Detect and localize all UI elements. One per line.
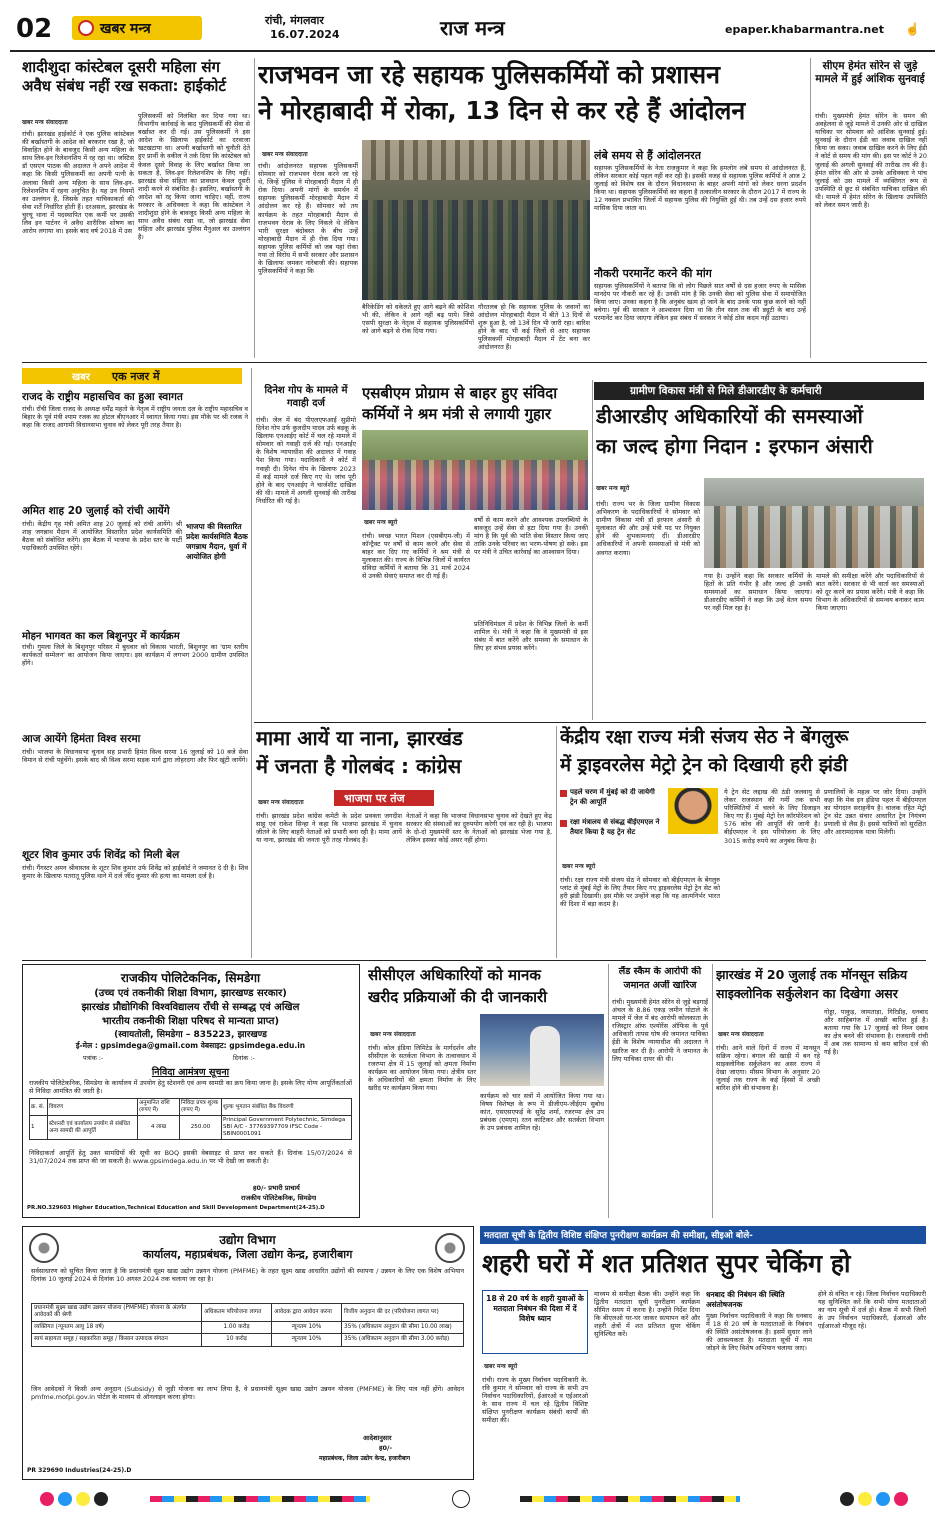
ccl-headline-line2: खरीद प्रक्रियाओं की दी जानकारी: [368, 988, 548, 1006]
glance-item1-title: राजद के राष्ट्रीय महासचिव का हुआ स्वागत: [22, 391, 183, 403]
lead-headline-line1: राजभवन जा रहे सहायक पुलिसकर्मियों को प्रशासन: [258, 60, 720, 89]
glance-label: एक नजर में: [112, 370, 160, 383]
congress-headline-line2: में जनता है गोलबंद : कांग्रेस: [256, 754, 462, 778]
poly-th-fee: निविदा प्रपत्र शुल्क (रुपए में): [180, 1099, 222, 1116]
metro-byline: खबर मन्त्र ब्यूरो: [562, 863, 596, 870]
congress-headline-line1: मामा आयें या नाना, झारखंड: [256, 726, 463, 750]
congress-tag-text: भाजपा पर तंज: [344, 792, 405, 805]
glance-item2-sidenote: भाजपा की विस्तारित प्रदेश कार्यसमिति बैठक जगन्नाथ मैदान, धुर्वा में आयोजित होगी: [186, 522, 248, 561]
glance-item4-text: रांची। भाजपा के विधानसभा चुनाव सह प्रभारी हिमंत विश्व सरमा 16 जुलाई को 10 बजे सेवा विमान से रांची पहुंचेंगे। इसके बाद श्री विश्व सरमा सड़क मार्ग द्वारा लोहरदगा और फिर खूंटी जायेंगे।: [22, 748, 248, 765]
lead-sub1-text: सहायक पुलिसकर्मियों के नेता राजकुमार ने कहा कि हमलोग लंबे समय से आंदोलनरत हैं, लेकिन सरकार कोई पहल नहीं कर रही है। इसकी वजह से सहायक पुलिस कर्मियों ने आज 2 जुलाई को विशेष सत्र के दौरान विधानसभा के बाहर अपनी मांगों को लेकर धरना प्रदर्शन किया था। सहायक पुलिसकर्मियों का कहना है तत्कालीन सरकार के दौरान 2017 में राज्य के 12 नक्सल प्रभावित जिलों में सहायक पुलिस की नियुक्ति हुई थी। तब उन्हें दस हजार रुपये मासिक दिया जाता था।: [594, 164, 806, 213]
brand-tab: [72, 16, 202, 40]
monsoon-headline-line2: साइक्लोनिक सर्कुलेशन का दिखेगा असर: [716, 986, 898, 1001]
bullet-square-icon: [560, 820, 567, 827]
soren-text: रांची। मुख्यमंत्री हेमंत सोरेन के समन की अवहेलना से जुड़े मामले में उनकी ओर से दाखिल याचिका पर सोमवार को आंशिक सुनवाई हुई। सुनवाई के दौरान ईडी का जवाब दाखिल नहीं किया जा सका। जवाब दाखिल करने के लिए ईडी ने कोर्ट से समय की मांग की। इस पर कोर्ट ने 20 जुलाई की अगली सुनवाई की तारीख तय की है। हेमंत सोरेन की ओर से उनके अधिवक्ता ने पांच जुलाई को उस मामले में व्यक्तिगत रूप से उपस्थिति से छूट से संबंधित याचिका दाखिल की थी। मामले में हेमंत सोरेन के खिलाफ उपस्थिति को लेकर समन जारी है।: [815, 112, 927, 210]
ccl-col2: कार्यक्रम को चार सत्रों में आयोजित किया गया था। विषय विशेषज्ञ के रूप में डीजीएम-जीईएम सुबोध कांत, एसएसएफई के सुरेंद्र शर्मा, रजरप्पा क्षेत्र उप प्रबंधक (एमएम) रतन कांटिकर और सतर्कता विभाग के उप प्रबंधक शामिल रहे।: [480, 1092, 604, 1133]
poly-dinank: दिनांक :-: [233, 1054, 255, 1062]
land-text: रांची। मुख्यमंत्री हेमंत सोरेन से जुड़े बड़गाईं अंचल के 8.86 एकड़ जमीन घोटाले के मामले में जेल में बंद आरोपी कोलकाता के रजिस्ट्रार ऑफ एश्योरेंस ऑफिस के पूर्व अधिकारी तापस घोष की जमानत याचिका ईडी के विशेष न्यायाधीश की अदालत ने खारिज कर दी है। आरोपी ने जमानत के लिए याचिका दायर की थी।: [612, 998, 708, 1063]
poly-sign2: राजकीय पोलिटेकनिक, सिमडेगा: [241, 1194, 317, 1202]
rdd-col3: मामले की समीक्षा करेंगे और पदाधिकारियों से बात करेंगे। सरकार से भी वार्ता कर समस्याओं को दूर करने का प्रयास करेंगे। मंत्री ने कहा कि विभाग के अधिकारियों से समन्वय बनाकर काम किया जाएगा।: [816, 572, 924, 613]
voter-col4: होने से वंचित न रहे। जिला निर्वाचन पदाधिकारी यह सुनिश्चित करें कि सभी योग्य मतदाताओं का नाम सूची में दर्ज हो। बैठक में सभी जिलों के उप निर्वाचन पदाधिकारी, ईआरओ और एईआरओ मौजूद रहे।: [818, 1290, 926, 1331]
rdd-col1: रांची। राज्य भर के जिला ग्रामीण विकास अभिकरण के पदाधिकारियों ने सोमवार को ग्रामीण विकास मंत्री डॉ इरफान अंसारी से मुलाकात की और उन्हें मंत्री पद पर नियुक्त होने की शुभकामनाएं दीं। डीआरडीए अधिकारियों ने अपनी समस्याओं से मंत्री को अवगत कराया।: [596, 500, 700, 557]
rdd-headline-line1: डीआरडीए अधिकारियों की समस्याओं: [596, 404, 863, 428]
industry-th-rate: वित्तीय अनुदान की दर (परियोजना लागत पर): [342, 1304, 464, 1322]
poly-patrank: पत्रांक :-: [83, 1054, 104, 1062]
industry-sign2: ह0/-: [379, 1444, 393, 1452]
voter-byline: खबर मन्त्र ब्यूरो: [484, 1363, 518, 1370]
register-mark-icon: [452, 1490, 470, 1508]
lead-col1: रांची। आंदोलनरत सहायक पुलिसकर्मी सोमवार को राजभवन घेराव करने जा रहे थे, जिन्हें पुलिस ने मोरहाबादी मैदान में ही रोक दिया। अपनी मांगों के समर्थन में सहायक पुलिसकर्मी मोरहाबादी मैदान में आंदोलन कर रहे हैं। सोमवार को तय कार्यक्रम के तहत मोरहाबादी मैदान से राजभवन घेराव के लिए निकले थे लेकिन भारी सुरक्षा बंदोबस्त के बीच उन्हें मोरहाबादी मैदान में ही रोक दिया गया। सहायक पुलिस कर्मियों को जब यहां रोका गया तो विरोध में सभी सरकार और प्रशासन के खिलाफ जमकर नारेबाजी की। सहायक पुलिसकर्मियों ने कहा कि: [258, 162, 358, 276]
industry-note: जिन आवेदकों ने किसी अन्य अनुदान (Subsidy) से जुड़ी योजना का लाभ लिया है, वे प्रधानमंत्री सूक्ष्म खाद्य उद्योग उन्नयन योजना (PMFME) के लिए पात्र नहीं होंगे। आवेदन pmfme.mofpi.gov.in पोर्टल के माध्यम से ऑनलाइन करना होगा।: [31, 1385, 464, 1402]
glance-item4-title: आज आयेंगे हिमंता विश्व सरमा: [22, 733, 141, 745]
rdd-banner-text: ग्रामीण विकास मंत्री से मिले डीआरडीए के कर्मचारी: [630, 385, 822, 397]
dinesh-text: रांची। जेल में बंद पीएलएफआई सुप्रीमो दिनेश गोप उर्फ कुलदीप यादव उर्फ बड़कू के खिलाफ एनआईए कोर्ट में चल रहे मामले में सोमवार को गवाही दर्ज की गई। एनआईए के विशेष न्यायाधीश की अदालत में गवाह पेश किया गया। पदाधिकारी ने कोर्ट में गवाही दी। दिनेश गोप के खिलाफ 2023 में कई मामले दर्ज किए गए थे। जांच पूरी होने के बाद एनआईए ने चार्जशीट दाखिल की थी। मामले में अगली सुनवाई की तारीख निर्धारित की गई है।: [256, 416, 356, 505]
industry-th-category: प्रधानमंत्री सूक्ष्म खाद्य उद्योग उन्नयन योजना (PMFME) योजना के अंतर्गत आवेदकों की श्रेणी: [32, 1304, 202, 1322]
ccl-col1: रांची। कोल इंडिया लिमिटेड के मार्गदर्शन और सीसीएल के सतर्कता विभाग के तत्वावधान में रजरप्पा क्षेत्र में 15 जुलाई को क्षमता निर्माण कार्यक्रम का आयोजन किया गया। क्षेत्रीय स्तर के अधिकारियों की क्षमता निर्माण के लिए खरीद पर कार्यक्रम किया गया।: [368, 1044, 476, 1093]
rdd-banner: [594, 382, 924, 400]
lead-headline-line2: ने मोरहाबादी में रोका, 13 दिन से कर रहे हैं आंदोलन: [258, 96, 746, 125]
color-registration-strip: [0, 1490, 945, 1510]
lead-sub2-title: नौकरी परमानेंट करने की मांग: [594, 267, 712, 280]
poly-td-amount: 4 लाख: [138, 1116, 180, 1140]
lead-sub1-title: लंबे समय से हैं आंदोलनरत: [594, 149, 701, 162]
metro-col2: ये ट्रेन सेट लद्दाख की ठंडी जलवायु से लेकर राजस्थान की गर्मी तक सभी परिस्थितियों में चलने के लिए डिजाइन किए गए हैं। मुंबई मेट्रो रेल कॉरपोरेशन को 576 कोच की आपूर्ति की जानी है। बीईएमएल ने इस परियोजना के लिए 3015 करोड़ रुपये का अनुबंध किया है।: [724, 788, 820, 845]
voter-pullquote-text: 18 से 20 वर्ष के शहरी युवाओं के मतदाता निबंधन की दिशा में दें विशेष ध्यान: [486, 1294, 584, 1323]
brand-logo-icon: [78, 20, 94, 36]
city-day: रांची, मंगलवार: [265, 14, 324, 27]
section-name: राज मन्त्र: [440, 16, 505, 40]
glance-banner: [22, 368, 242, 384]
industry-pr: PR 329690 Industries(24-25).D: [27, 1467, 132, 1474]
industry-table: [31, 1303, 464, 1347]
issue-date: 16.07.2024: [270, 28, 340, 41]
industry-r1-share: न्यूनतम 10%: [272, 1321, 342, 1333]
glance-item5-text: रांची। गैंगस्टर अमन श्रीवास्तव के शूटर शिव कुमार उर्फ शिवेंद्र को हाईकोर्ट ने जमानत दे दी है। शिव कुमार के खिलाफ पतरातू पुलिस थाने में दर्ज जींद कुमार की हत्या का मामला दर्ज है।: [22, 864, 248, 881]
metro-portrait: [668, 788, 718, 834]
lead-caption2: गौरतलब हो कि सहायक पुलिस के जवानों का आंदोलन मोरहाबादी मैदान में बीते 13 दिनों से शुरू हुआ है, जो 13वें दिन भी जारी रहा। बारिश होने के बाद भी कई जिलों से आए सहायक पुलिसकर्मी मोरहाबादी मैदान में टेंट बना कर आंदोलनरत हैं।: [478, 303, 590, 352]
ccl-headline-line1: सीसीएल अधिकारियों को मानक: [368, 966, 541, 984]
lead-sub2-text: सहायक पुलिसकर्मियों ने बताया कि वो लोग पिछले सात वर्षों से दस हजार रुपए के मासिक मानदेय पर नौकरी कर रहे हैं। उनकी मांग है कि उनकी सेवा को पुलिस सेवा में समायोजित किया जाए। उनका कहना है कि अनुबंध खत्म हो जाने के बाद उनके पास कुछ करने को नहीं बचेगा। पूर्व की सरकार ने आश्वासन दिया था कि तीन साल तक की ड्यूटी के बाद उन्हें परमानेंट कर दिया जाएगा लेकिन इस संबंध में सरकार ने कोई ठोस कदम नहीं उठाया।: [594, 282, 806, 323]
poly-td-sn: 1: [30, 1116, 48, 1140]
poly-title4: भारतीय तकनीकी शिक्षा परिषद से मान्यता प्राप्त): [101, 1016, 280, 1027]
glance-item2-title: अमित शाह 20 जुलाई को रांची आयेंगे: [22, 505, 170, 517]
sbim-col3: प्रतिनिधिमंडल में प्रदेश के विभिन्न जिलों के कर्मी शामिल थे। मंत्री ने कहा कि वे मुख्यमंत्री से इस संबंध में बात करेंगे और समस्या के समाधान के लिए हर संभव प्रयास करेंगे।: [474, 620, 588, 653]
voter-banner: [480, 1226, 926, 1244]
lead-photo: [362, 140, 590, 300]
industry-r1-cost: 1.00 करोड़: [202, 1321, 272, 1333]
monsoon-headline-line1: झारखंड में 20 जुलाई तक मॉनसून सक्रिय: [716, 967, 908, 982]
story1-headline: शादीशुदा कांस्टेबल दूसरी महिला संग अवैध संबंध नहीं रख सकता: हाईकोर्ट: [22, 58, 226, 95]
polytechnic-ad: [22, 964, 360, 1218]
glance-item1-text: रांची। राँची जिला राजद के अध्यक्ष धर्मेंद्र महतो के नेतृत्व में राष्ट्रीय जनता दल के राष्ट्रीय महासचिव व बिहार के पूर्व मंत्री श्याम रजक का होटल बीएनआर में स्वागत किया गया। इस मौके पर श्री रजक ने कहा कि राजद आगामी विधानसभा चुनाव को लेकर पूरी तरह तैयार है।: [22, 405, 248, 430]
poly-td-desc: स्टेशनरी एवं कार्यालय उपयोग से संबंधित अन्य सामग्री की आपूर्ति: [48, 1116, 138, 1140]
poly-th-bank: शुल्क भुगतान संबंधित बैंक विवरणी: [222, 1099, 352, 1116]
industry-r2-cost: 10 करोड़: [202, 1334, 272, 1346]
poly-th-desc: विवरण: [48, 1099, 138, 1116]
dinesh-headline: दिनेश गोप के मामले में गवाही दर्ज: [264, 385, 348, 409]
industry-sign1: आदेशानुसार: [363, 1434, 392, 1442]
story1-byline: खबर मन्त्र संवाददाता: [22, 119, 68, 126]
poly-title2: (उच्च एवं तकनीकी शिक्षा विभाग, झारखण्ड सरकार): [94, 988, 287, 999]
monsoon-col1: रांची। आने वाले दिनों में राज्य में मानसून सक्रिय रहेगा। बंगाल की खाड़ी में बन रहे साइक्लोनिक सर्कुलेशन का असर राज्य में देखा जाएगा। मौसम विभाग के अनुसार 20 जुलाई तक राज्य के कई हिस्सों में अच्छी बारिश होने की संभावना है।: [716, 1044, 820, 1093]
industry-ad: [22, 1226, 474, 1480]
land-headline-line1: लैंड स्कैम के आरोपी की: [618, 966, 702, 977]
voter-pullquote: [482, 1290, 588, 1354]
rdd-photo: [704, 478, 924, 568]
poly-th-sn: क्र. सं.: [30, 1099, 48, 1116]
metro-bullet1: पहले चरण में मुंबई को दी जायेगी ट्रेन की आपूर्ति: [570, 788, 655, 806]
poly-pr: PR.NO.329603 Higher Education,Technical Education and Skill Development Department(24-25).D: [27, 1205, 325, 1211]
poly-email: ई-मेल : gpsimdega@gmail.com वेबसाइट: gpsimdega.edu.in: [75, 1041, 306, 1050]
industry-r1-category: व्यक्तिगत (न्यूनतम आयु 18 वर्ष): [32, 1321, 202, 1333]
monsoon-byline: खबर मन्त्र संवाददाता: [718, 1031, 764, 1038]
congress-tag: [334, 790, 434, 806]
glance-item2-text: रांची। केंद्रीय गृह मंत्री अमित शाह 20 जुलाई को रांची आयेंगे। श्री शाह जगन्नाथ मैदान में आयोजित विस्तारित प्रदेश कार्यसमिति की बैठक को संबोधित करेंगे। इस बैठक में भाजपा के प्रदेश स्तर के पार्टी पदाधिकारी उपस्थित रहेंगे।: [22, 520, 182, 553]
epaper-url[interactable]: epaper.khabarmantra.net: [725, 23, 884, 36]
industry-title2: कार्यालय, महाप्रबंधक, जिला उद्योग केन्द्र, हजारीबाग: [142, 1248, 353, 1261]
brand-name: खबर मन्त्र: [100, 21, 151, 37]
industry-th-cost: अधिकतम परियोजना लागत: [202, 1304, 272, 1322]
poly-td-bank: Principal Government Polytechnic, Simdega SBI A/C - 37769397709 IFSC Code - SBIN0001091: [222, 1116, 352, 1140]
poly-th-amount: अनुमानित राशि (रुपए में): [138, 1099, 180, 1116]
sbim-byline: खबर मन्त्र ब्यूरो: [364, 519, 398, 526]
metro-headline-line2: में ड्राइवरलेस मेट्रो ट्रेन को दिखायी हरी झंडी: [560, 755, 848, 776]
metro-col3: प्रणालियों के महत्व पर जोर दिया। उन्होंने कहा कि मेक इन इंडिया पहल में बीईएमएल का योगदान सराहनीय है। चालक रहित मेट्रो ट्रेन सेट उन्नत संचार आधारित ट्रेन नियंत्रण प्रणाली से लैस हैं। इससे यात्रियों को सुरक्षित और आरामदायक यात्रा मिलेगी।: [824, 788, 926, 837]
industry-r1-rate: 35% (अधिकतम अनुदान की सीमा 10.00 लाख): [342, 1321, 464, 1333]
land-headline-line2: जमानत अर्जी खारिज: [623, 980, 697, 991]
rdd-headline-line2: का जल्द होगा निदान : इरफान अंसारी: [596, 434, 873, 458]
bullet-square-icon: [560, 790, 567, 797]
congress-col1: रांची। झारखंड प्रदेश कांग्रेस कमेटी के प्रदेश प्रवक्ता जगदीश साहू एवं राकेश सिन्हा ने कहा कि भाजपा झारखंड में चुनाव जीतने के लिए बाहरी नेताओं को प्रभारी बना रही है। मामा आयें या नाना, झारखंड की जनता पूरी तरह गोलबंद है।: [256, 812, 402, 845]
voter-col3-title: धनबाद की निबंधन की स्थिति असंतोषजनक: [706, 1290, 785, 1309]
metro-bullet2: रक्षा मंत्रालय से संबद्ध बीईएमएल ने तैयार किया है यह ट्रेन सेट: [570, 818, 660, 836]
sbim-col2: वर्षों से काम करने और आवश्यक उपलब्धियों के बावजूद उन्हें सेवा से हटा दिया गया है। उनकी मांग है कि पूर्व की भांति सेवा विस्तार किया जाए ताकि उनके परिवार का भरण-पोषण हो सके। इस पर मंत्री ने उचित कार्रवाई का आश्वासन दिया।: [474, 516, 588, 557]
poly-title3: झारखंड प्रौद्योगिकी विश्वविद्यालय राँची से सम्बद्ध एवं अखिल: [81, 1002, 300, 1013]
poly-footer-text: निविदाकर्ता आपूर्ति हेतु उक्त सामग्रियों की सूची का BOQ इसकी वेबसाइट से प्राप्त कर सकते हैं। दिनांक 15/07/2024 से 31/07/2024 तक प्राप्त की जा सकती है। www.gpsimdega.edu.in पर भी देखी जा सकती है।: [29, 1149, 352, 1166]
industry-intro: सर्वसाधारण को सूचित किया जाता है कि प्रधानमंत्री सूक्ष्म खाद्य उद्योग उन्नयन योजना (PMFME) के तहत सूक्ष्म खाद्य आधारित उद्योगों की स्थापना / उन्नयन के लिए एक विशेष अभियान दिनांक 10 जुलाई 2024 से दिनांक 10 अगस्त 2024 तक चलाया जा रहा है।: [31, 1267, 464, 1284]
metro-bullets: [560, 788, 664, 856]
voter-col1: रांची। राज्य के मुख्य निर्वाचन पदाधिकारी के. रवि कुमार ने सोमवार को राज्य के सभी उप निर्वाचन पदाधिकारियों, ईआरओ व एईआरओ के साथ राज्य में चल रहे द्वितीय विशिष्ट संक्षिप्त पुनरीक्षण कार्यक्रम संबंधी कार्यों की समीक्षा की।: [482, 1376, 588, 1425]
poly-title1: राजकीय पोलिटेकनिक, सिमडेगा: [120, 971, 261, 985]
voter-headline: शहरी घरों में शत प्रतिशत सुपर चेकिंग हो: [482, 1249, 851, 1278]
glance-item5-title: शूटर शिव कुमार उर्फ शिवेंद्र को मिली बेल: [22, 849, 180, 861]
congress-col2: नेताओं ने कहा कि भाजपा विधानसभा चुनाव को देखते हुए केंद्र सरकार की संस्थाओं का दुरुपयोग करेगी एवं कर रही है। भाजपा के दो-दो मुख्यमंत्री स्तर के नेताओं को झारखंड भेजा गया है, लेकिन इसका कोई असर नहीं होगा।: [406, 812, 552, 845]
poly-notice-title: निविदा आमंत्रण सूचना: [151, 1067, 230, 1078]
poly-sign1: ह0/- प्रभारी प्राचार्य: [253, 1184, 300, 1192]
glance-label-brand: खबर: [72, 372, 90, 383]
monsoon-col2: गोड्डा, पाकुड़, जामताड़ा, गिरिडीह, धनबाद और साहिबगंज में अच्छी बारिश हुई है। बताया गया कि 17 जुलाई को निम्न दबाव का क्षेत्र बनने की संभावना है। राजधानी रांची में अब तक सामान्य से कम बारिश दर्ज की गई है।: [824, 1008, 928, 1057]
ccl-byline: खबर मन्त्र संवाददाता: [370, 1031, 416, 1038]
glance-item3-text: रांची। गुमला जिले के बिशुनपुर परिसर में बुधवार को विकास भारती, बिशुनपुर का 'ग्राम स्तरीय कार्यकर्ता सम्मेलन' का आयोजन किया जाएगा। इस कार्यक्रम में लगभग 2000 ग्रामीण उपस्थित होंगे।: [22, 643, 248, 668]
sbim-headline-line1: एसबीएम प्रोग्राम से बाहर हुए संविदा: [362, 384, 558, 402]
metro-headline-line1: केंद्रीय रक्षा राज्य मंत्री संजय सेठ ने बेंगलुरू: [560, 727, 849, 748]
sbim-col1: रांची। स्वच्छ भारत मिशन (एसबीएम-जी) में कॉन्ट्रैक्ट पर वर्षों से काम करने और सेवा से बाहर कर दिए गए कर्मियों ने श्रम मंत्री से मुलाकात की। राज्य के विभिन्न जिलों में कार्यरत संविदा कर्मियों ने बताया कि 31 मार्च 2024 से उनकी सेवाएं समाप्त कर दी गई हैं।: [362, 532, 470, 581]
industry-r2-rate: 35% (अधिकतम अनुदान की सीमा 3.00 करोड़): [342, 1334, 464, 1346]
story1-col2: पुलिसकर्मी को निलंबित कर दिया गया था। विभागीय कार्रवाई के बाद पुलिसकर्मी की सेवा से बर्खास्त कर दी गई। उस पुलिसकर्मी ने इस आदेश के खिलाफ हाईकोर्ट का दरवाजा खटखटाया था। अपनी बर्खास्तगी को चुनौती देते हुए प्रार्थी के वकील ने तर्क दिया कि कांस्टेबल को केवल दूसरे विवाह के लिए बर्खास्त किया जा सकता है, लिव-इन रिलेशनशिप के लिए नहीं। झारखंड सेवा संहिता का प्रावधान केवल दूसरी शादी करने से संबंधित है। इसलिए, बर्खास्तगी के आदेश को रद्द किया जाना चाहिए। वहीं, राज्य सरकार के अधिवक्ता ने कहा कि कांस्टेबल ने शादीशुदा होने के बावजूद किसी अन्य महिला के साथ अवैध संबंध रखा था, जो झारखंड सेवा संहिता और झारखंड पुलिस मैनुअल का उल्लंघन है।: [138, 112, 250, 242]
voter-col3: मुख्य निर्वाचन पदाधिकारी ने कहा कि धनबाद में 18 से 20 वर्ष के मतदाताओं के निबंधन की स्थिति असंतोषजनक है। इसमें सुधार लाने की आवश्यकता है। मतदाता सूची में नाम जोड़ने के लिए विशेष अभियान चलाया जाए।: [706, 1312, 812, 1353]
cursor-icon: ☝: [905, 22, 920, 36]
voter-col2: माध्यम से समीक्षा बैठक की। उन्होंने कहा कि द्वितीय मतदाता सूची पुनरीक्षण कार्यक्रम सीमित समय में करना है। उन्होंने निर्देश दिया कि बीएलओ घर-घर जाकर सत्यापन करें और शहरी क्षेत्रों में शत प्रतिशत सुपर चेकिंग सुनिश्चित करें।: [594, 1290, 700, 1339]
rdd-col2: गया है। उन्होंने कहा कि सरकार कर्मियों के हितों के प्रति गंभीर है और जल्द ही उनकी समस्याओं का समाधान किया जाएगा। डीआरडीए कर्मियों ने कहा कि उन्हें वेतन समय पर नहीं मिल रहा है।: [704, 572, 812, 613]
rdd-byline: खबर मन्त्र ब्यूरो: [596, 485, 630, 492]
industry-th-share: आवेदक द्वारा आवेदन करना: [272, 1304, 342, 1322]
ccl-photo: [480, 1014, 604, 1086]
sbim-headline-line2: कर्मियों ने श्रम मंत्री से लगायी गुहार: [362, 405, 551, 423]
congress-byline: खबर मन्त्र संवाददाता: [258, 799, 304, 806]
industry-title1: उद्योग विभाग: [219, 1233, 276, 1247]
lead-byline: खबर मन्त्र संवाददाता: [262, 151, 308, 158]
poly-title5: (स्वायतोली, सिमडेगा – 835223, झारखण्ड: [114, 1030, 267, 1040]
voter-banner-text: मतदाता सूची के द्वितीय विशिष्ट संक्षिप्त पुनरीक्षण कार्यक्रम की समीक्षा, सीइओ बोले-: [484, 1231, 753, 1241]
page-number: 02: [16, 14, 53, 44]
poly-table: [29, 1098, 352, 1140]
industry-sign3: महाप्रबंधक, जिला उद्योग केन्द्र, हजारीबाग: [319, 1455, 411, 1462]
masthead: [10, 10, 935, 48]
story1-col1: रांची। झारखंड हाईकोर्ट ने एक पुलिस कांस्टेबल की बर्खास्तगी के आदेश को बरकरार रखा है, जो विवाहित होने के बावजूद किसी अन्य महिला के साथ लिव-इन रिलेशनशिप में रह रहा था। जस्टिस डॉ एसएन पाठक की अदालत ने अपने आदेश में कहा कि किसी पुलिसकर्मी का अपनी पत्नी के अलावा किसी अन्य महिला के साथ लिव-इन-रिलेशनशिप में रहना अनुचित है। यह उन नियमों का उल्लंघन है, जिसके तहत याचिकाकर्ता की सेवा शर्तें निर्धारित होती हैं। दरअसल, झारखंड के चुरचू थाना में पदस्थापित एक कर्मी पर उसकी लिव इन पार्टनर ने अवैध शारीरिक शोषण का आरोप लगाया था। इसके बाद वर्ष 2018 में उस: [22, 130, 134, 236]
masthead-rule: [10, 50, 935, 52]
industry-r2-share: न्यूनतम 10%: [272, 1334, 342, 1346]
industry-r2-category: स्वयं सहायता समूह / सहकारिता समूह / किसान उत्पादक संगठन: [32, 1334, 202, 1346]
lead-caption1: बैरिकेडिंग को धकेलते हुए आगे बढ़ने की कोशिश भी की, लेकिन वे आगे नहीं बढ़ पाये। जिसे एसपी सुरक्षा के नेतृत्व में सहायक पुलिसकर्मियों को आगे बढ़ने से रोक दिया गया।: [362, 303, 474, 336]
metro-col1: रांची। रक्षा राज्य मंत्री संजय सेठ ने सोमवार को बीईएमएल के बेंगलुरु प्लांट से मुंबई मेट्रो के लिए तैयार किए गए ड्राइवरलेस मेट्रो ट्रेन सेट को हरी झंडी दिखायी। इस मौके पर उन्होंने कहा कि यह आत्मनिर्भर भारत की दिशा में बड़ा कदम है।: [560, 876, 720, 909]
poly-intro: राजकीय पोलिटेकनिक, सिमडेगा के कार्यालय में उपयोग हेतु स्टेशनरी एवं अन्य सामग्री का क्रय किया जाना है। इसके लिए योग्य आपूर्तिकर्ताओं से निविदा आमंत्रित की जाती है।: [29, 1079, 352, 1096]
poly-td-fee: 250.00: [180, 1116, 222, 1140]
glance-item3-title: मोहन भागवत का कल बिशुनपुर में कार्यक्रम: [22, 631, 180, 642]
sbim-photo: [362, 430, 588, 510]
soren-headline: सीएम हेमंत सोरेन से जुड़े मामले में हुई आंशिक सुनवाई: [815, 60, 925, 85]
